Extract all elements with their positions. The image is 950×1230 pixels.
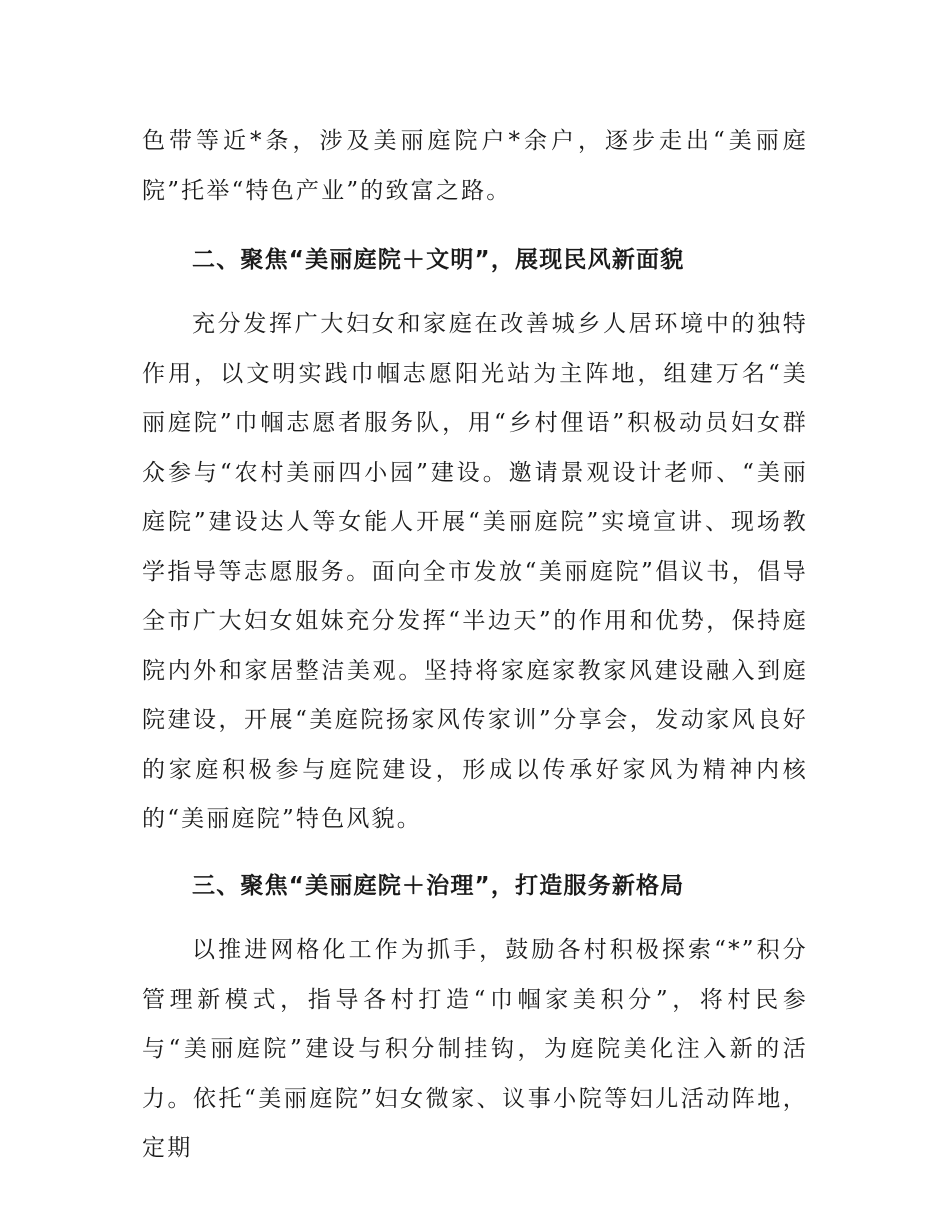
section-heading-3: 三、聚焦“美丽庭院＋治理”，打造服务新格局: [192, 873, 685, 899]
paragraph-section-3: 以推进网格化工作为抓手，鼓励各村积极探索“*”积分管理新模式，指导各村打造“巾帼家美积分”，将村民参与“美丽庭院”建设与积分制挂钩，为庭院美化注入新的活力。依托“美丽庭院”妇女微家、议事小院等妇儿活动阵地，定期: [142, 937, 808, 1161]
paragraph-section-2: 充分发挥广大妇女和家庭在改善城乡人居环境中的独特作用，以文明实践巾帼志愿阳光站为主阵地，组建万名“美丽庭院”巾帼志愿者服务队，用“乡村俚语”积极动员妇女群众参与“农村美丽四小园”建设。邀请景观设计老师、“美丽庭院”建设达人等女能人开展“美丽庭院”实境宣讲、现场教学指导等志愿服务。面向全市发放“美丽庭院”倡议书，倡导全市广大妇女姐妹充分发挥“半边天”的作用和优势，保持庭院内外和家居整洁美观。坚持将家庭家教家风建设融入到庭院建设，开展“美庭院扬家风传家训”分享会，发动家风良好的家庭积极参与庭院建设，形成以传承好家风为精神内核的“美丽庭院”特色风貌。: [142, 311, 808, 832]
section-heading-2: 二、聚焦“美丽庭院＋文明”，展现民风新面貌: [192, 247, 685, 273]
paragraph-continuation: 色带等近*条，涉及美丽庭院户*余户，逐步走出“美丽庭院”托举“特色产业”的致富之路。: [142, 128, 808, 204]
